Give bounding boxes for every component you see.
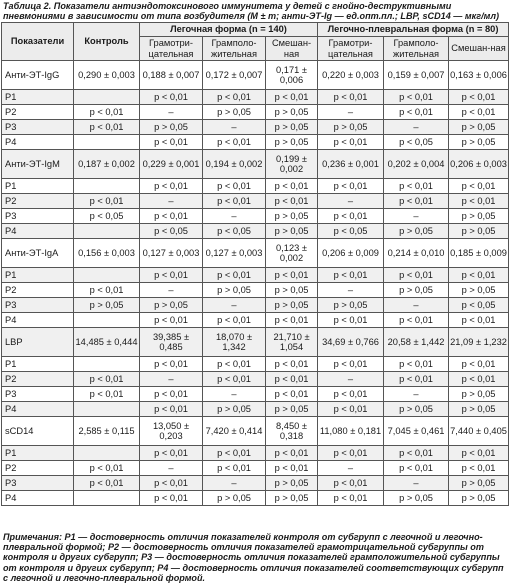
table-cell: p < 0,01 — [384, 446, 449, 461]
table-cell: p > 0,05 — [266, 120, 318, 135]
row-label: Анти-ЭТ-IgA — [2, 239, 74, 268]
table-row — [2, 313, 509, 328]
table-cell: 7,045 ± 0,461 — [384, 417, 449, 446]
row-label: P4 — [2, 491, 74, 506]
table-cell: 0,127 ± 0,003 — [140, 239, 203, 268]
table-cell: p < 0,01 — [266, 387, 318, 402]
table-row — [2, 150, 509, 179]
table-cell — [74, 357, 140, 372]
table-cell: p < 0,01 — [140, 357, 203, 372]
row-label: P3 — [2, 298, 74, 313]
table-cell — [74, 446, 140, 461]
row-label: P2 — [2, 283, 74, 298]
table-cell: p < 0,01 — [140, 179, 203, 194]
row-label: P4 — [2, 313, 74, 328]
table-cell: p < 0,01 — [140, 476, 203, 491]
table-cell: p < 0,01 — [384, 268, 449, 283]
header-group-pleuropulmonary: Легочно-плевральная форма (n = 80) — [318, 23, 509, 37]
table-cell — [74, 268, 140, 283]
header-group-pulmonary: Легочная форма (n = 140) — [140, 23, 318, 37]
table-row — [2, 194, 509, 209]
table-cell: 21,710 ± 1,054 — [266, 328, 318, 357]
table-row — [2, 135, 509, 150]
table-cell: p < 0,01 — [318, 476, 384, 491]
row-label: P1 — [2, 446, 74, 461]
table-cell: – — [318, 194, 384, 209]
table-cell: p < 0,01 — [140, 209, 203, 224]
table-cell: p > 0,05 — [449, 491, 509, 506]
table-cell: p < 0,05 — [74, 209, 140, 224]
table-cell: p < 0,01 — [203, 194, 266, 209]
table-row — [2, 239, 509, 268]
table-cell: p < 0,01 — [74, 194, 140, 209]
table-row — [2, 357, 509, 372]
table-row — [2, 90, 509, 105]
table-cell: p < 0,01 — [318, 179, 384, 194]
table-cell: p < 0,01 — [384, 313, 449, 328]
table-cell: p < 0,01 — [384, 461, 449, 476]
table-row — [2, 372, 509, 387]
row-label: P2 — [2, 194, 74, 209]
table-cell: p > 0,05 — [449, 387, 509, 402]
table-cell: 0,236 ± 0,001 — [318, 150, 384, 179]
row-label: P2 — [2, 461, 74, 476]
table-cell: – — [203, 120, 266, 135]
table-cell: p < 0,01 — [384, 179, 449, 194]
table-cell: 0,185 ± 0,009 — [449, 239, 509, 268]
table-cell: p > 0,05 — [449, 402, 509, 417]
table-cell: – — [318, 105, 384, 120]
table-row — [2, 387, 509, 402]
table-cell: p > 0,05 — [74, 298, 140, 313]
table-cell: 0,206 ± 0,003 — [449, 150, 509, 179]
table-cell: p < 0,01 — [318, 90, 384, 105]
table-cell: p < 0,01 — [449, 313, 509, 328]
table-cell: p < 0,01 — [449, 90, 509, 105]
table-cell: p < 0,01 — [74, 283, 140, 298]
row-label: P3 — [2, 120, 74, 135]
table-cell: p < 0,01 — [318, 491, 384, 506]
table-cell: p < 0,01 — [384, 90, 449, 105]
table-cell: p < 0,01 — [74, 476, 140, 491]
table-row — [2, 476, 509, 491]
table-cell: – — [318, 372, 384, 387]
subheader-2: Смешан-ная — [266, 37, 318, 61]
table-cell: 34,69 ± 0,766 — [318, 328, 384, 357]
table-cell: p < 0,01 — [140, 402, 203, 417]
table-cell: p < 0,01 — [318, 268, 384, 283]
table-cell: p > 0,05 — [266, 476, 318, 491]
table-cell: p > 0,05 — [266, 283, 318, 298]
table-cell: p < 0,01 — [140, 313, 203, 328]
table-cell: p < 0,01 — [74, 105, 140, 120]
table-cell: 20,58 ± 1,442 — [384, 328, 449, 357]
table-cell: p < 0,01 — [318, 446, 384, 461]
table-cell: 0,172 ± 0,007 — [203, 61, 266, 90]
table-cell: p < 0,01 — [74, 461, 140, 476]
table-cell: p > 0,05 — [203, 105, 266, 120]
table-cell: p < 0,01 — [203, 446, 266, 461]
table-cell: p < 0,01 — [74, 372, 140, 387]
table-cell: 21,09 ± 1,232 — [449, 328, 509, 357]
table-cell: p < 0,01 — [140, 387, 203, 402]
subheader-5: Смешан-ная — [449, 37, 509, 61]
table-cell: p > 0,05 — [140, 120, 203, 135]
results-table — [1, 22, 509, 506]
table-cell: p < 0,05 — [449, 298, 509, 313]
table-cell: p < 0,01 — [449, 461, 509, 476]
table-cell: 0,290 ± 0,003 — [74, 61, 140, 90]
table-row — [2, 268, 509, 283]
table-cell: p < 0,01 — [74, 387, 140, 402]
table-cell: p < 0,01 — [318, 387, 384, 402]
table-cell: 0,214 ± 0,010 — [384, 239, 449, 268]
row-label: sCD14 — [2, 417, 74, 446]
table-cell: p < 0,05 — [140, 224, 203, 239]
table-cell: p < 0,01 — [203, 372, 266, 387]
table-cell: p > 0,05 — [449, 224, 509, 239]
table-cell: p > 0,05 — [266, 224, 318, 239]
table-cell: p < 0,01 — [318, 357, 384, 372]
table-row — [2, 105, 509, 120]
table-cell: p > 0,05 — [266, 105, 318, 120]
row-label: LBP — [2, 328, 74, 357]
row-label: P3 — [2, 387, 74, 402]
row-label: P4 — [2, 135, 74, 150]
table-cell: p > 0,05 — [203, 283, 266, 298]
table-cell: p < 0,01 — [203, 268, 266, 283]
table-cell: – — [384, 476, 449, 491]
row-label: P1 — [2, 268, 74, 283]
table-cell: p > 0,05 — [140, 298, 203, 313]
row-label: P2 — [2, 372, 74, 387]
table-cell: p > 0,05 — [449, 476, 509, 491]
table-cell: – — [384, 298, 449, 313]
table-cell: – — [203, 476, 266, 491]
table-cell: 0,188 ± 0,007 — [140, 61, 203, 90]
table-cell: p < 0,01 — [449, 372, 509, 387]
table-cell: p < 0,05 — [384, 135, 449, 150]
table-cell: 0,156 ± 0,003 — [74, 239, 140, 268]
table-cell: p > 0,05 — [203, 491, 266, 506]
table-cell: p > 0,05 — [266, 298, 318, 313]
table-cell: p < 0,01 — [318, 135, 384, 150]
table-cell — [74, 491, 140, 506]
table-cell: 0,202 ± 0,004 — [384, 150, 449, 179]
table-cell: p < 0,01 — [203, 135, 266, 150]
table-cell: p > 0,05 — [384, 283, 449, 298]
table-cell — [74, 313, 140, 328]
table-cell: 0,220 ± 0,003 — [318, 61, 384, 90]
row-label: P4 — [2, 224, 74, 239]
table-cell: 14,485 ± 0,444 — [74, 328, 140, 357]
table-cell: 8,450 ± 0,318 — [266, 417, 318, 446]
table-caption: Таблица 2. Показатели антиэндотоксинового иммунитета у детей с гнойно-деструктивными пневмониями в зависимости от типа возбудителя (M ± m; анти-ЭТ-Ig — ед.опт.пл.; LBP, sCD14 — мкг/мл) — [3, 1, 500, 22]
table-cell: p < 0,01 — [266, 268, 318, 283]
table-cell: – — [140, 194, 203, 209]
table-cell — [74, 179, 140, 194]
table-cell: 2,585 ± 0,115 — [74, 417, 140, 446]
table-row — [2, 491, 509, 506]
table-cell: 7,440 ± 0,405 — [449, 417, 509, 446]
table-cell: 39,385 ± 0,485 — [140, 328, 203, 357]
table-cell: p < 0,01 — [384, 357, 449, 372]
row-label: P1 — [2, 90, 74, 105]
row-label: P1 — [2, 179, 74, 194]
table-row — [2, 179, 509, 194]
table-cell: p < 0,01 — [449, 357, 509, 372]
table-cell: 0,199 ± 0,002 — [266, 150, 318, 179]
table-cell: p > 0,05 — [449, 283, 509, 298]
header-indicator: Показатели — [2, 23, 74, 61]
row-label: P3 — [2, 209, 74, 224]
table-cell: p < 0,01 — [203, 461, 266, 476]
header-control: Контроль — [74, 23, 140, 61]
table-cell: – — [318, 461, 384, 476]
table-cell: – — [384, 387, 449, 402]
table-row — [2, 209, 509, 224]
subheader-1: Грамполо-жительная — [203, 37, 266, 61]
table-cell: p < 0,01 — [140, 491, 203, 506]
subheader-4: Грамполо-жительная — [384, 37, 449, 61]
table-cell: 0,206 ± 0,009 — [318, 239, 384, 268]
table-cell — [74, 402, 140, 417]
row-label: P1 — [2, 357, 74, 372]
table-cell: 0,123 ± 0,002 — [266, 239, 318, 268]
table-cell: 0,159 ± 0,007 — [384, 61, 449, 90]
table-cell: p < 0,01 — [140, 268, 203, 283]
row-label: Анти-ЭТ-IgM — [2, 150, 74, 179]
table-row — [2, 328, 509, 357]
table-cell: p > 0,05 — [449, 120, 509, 135]
table-cell: 18,070 ± 1,342 — [203, 328, 266, 357]
table-cell: p > 0,05 — [449, 135, 509, 150]
table-cell: p < 0,01 — [203, 357, 266, 372]
table-cell: p > 0,05 — [318, 298, 384, 313]
table-row — [2, 298, 509, 313]
table-cell — [74, 135, 140, 150]
table-cell: – — [140, 105, 203, 120]
table-cell: p < 0,01 — [140, 135, 203, 150]
table-cell: – — [203, 298, 266, 313]
table-cell: – — [384, 120, 449, 135]
table-cell: – — [203, 209, 266, 224]
table-cell: p < 0,01 — [449, 446, 509, 461]
table-cell: p > 0,05 — [266, 491, 318, 506]
table-cell: p < 0,01 — [266, 372, 318, 387]
table-cell: p > 0,05 — [266, 135, 318, 150]
table-row — [2, 417, 509, 446]
row-label: P3 — [2, 476, 74, 491]
table-cell: p > 0,05 — [266, 402, 318, 417]
table-cell: p < 0,05 — [318, 224, 384, 239]
table-cell: p < 0,01 — [266, 446, 318, 461]
table-notes: Примечания: P1 — достоверность отличия показателей контроля от субгрупп с легочной и легочно-плевральной формой; P2 — достоверность отличия показателей грамотрицательной субгруппы от контроля и других субгрупп; P3 — достоверность отличия показателей грамположительной субгруппы от контроля и других субгрупп; P4 — достоверность отличия показателей соответствующих субгрупп с легочной и легочно-плевральной формой. — [3, 532, 504, 583]
table-cell: p > 0,05 — [318, 120, 384, 135]
table-row — [2, 283, 509, 298]
table-row — [2, 120, 509, 135]
table-cell: 0,127 ± 0,003 — [203, 239, 266, 268]
row-label: P2 — [2, 105, 74, 120]
table-cell: p < 0,01 — [318, 402, 384, 417]
subheader-0: Грамотри-цательная — [140, 37, 203, 61]
table-cell: p < 0,01 — [266, 90, 318, 105]
table-cell: p < 0,01 — [203, 179, 266, 194]
table-cell: 0,171 ± 0,006 — [266, 61, 318, 90]
table-cell: 0,229 ± 0,001 — [140, 150, 203, 179]
table-cell: p < 0,01 — [203, 313, 266, 328]
table-row — [2, 402, 509, 417]
row-label: Анти-ЭТ-IgG — [2, 61, 74, 90]
table-cell: – — [140, 283, 203, 298]
table-cell: p > 0,05 — [203, 402, 266, 417]
table-cell: p < 0,01 — [140, 446, 203, 461]
table-cell — [74, 90, 140, 105]
table-cell: – — [384, 209, 449, 224]
table-cell: p < 0,01 — [449, 105, 509, 120]
table-cell: p < 0,01 — [318, 209, 384, 224]
row-label: P4 — [2, 402, 74, 417]
table-cell: p < 0,01 — [140, 90, 203, 105]
table-cell: – — [140, 461, 203, 476]
table-cell: p > 0,05 — [384, 402, 449, 417]
table-row — [2, 61, 509, 90]
table-cell: 0,194 ± 0,002 — [203, 150, 266, 179]
table-cell: 7,420 ± 0,414 — [203, 417, 266, 446]
table-cell: p > 0,05 — [449, 209, 509, 224]
table-cell: p < 0,01 — [266, 194, 318, 209]
table-cell: – — [140, 372, 203, 387]
table-cell: p < 0,01 — [384, 105, 449, 120]
table-cell: p < 0,01 — [449, 268, 509, 283]
table-cell: p > 0,05 — [266, 209, 318, 224]
table-cell: p > 0,05 — [384, 224, 449, 239]
table-cell: 0,187 ± 0,002 — [74, 150, 140, 179]
table-row — [2, 224, 509, 239]
table-cell: p < 0,05 — [203, 224, 266, 239]
table-cell: 0,163 ± 0,006 — [449, 61, 509, 90]
table-cell: p > 0,05 — [384, 491, 449, 506]
table-cell: 13,050 ± 0,203 — [140, 417, 203, 446]
table-cell: – — [318, 283, 384, 298]
table-cell: p < 0,01 — [266, 313, 318, 328]
table-cell: p < 0,01 — [384, 194, 449, 209]
table-row — [2, 446, 509, 461]
table-cell: p < 0,01 — [203, 90, 266, 105]
table-cell: p < 0,01 — [74, 120, 140, 135]
table-cell: p < 0,01 — [266, 461, 318, 476]
table-row — [2, 461, 509, 476]
table-cell: p < 0,01 — [318, 313, 384, 328]
table-cell: p < 0,01 — [449, 179, 509, 194]
table-cell: 11,080 ± 0,181 — [318, 417, 384, 446]
table-cell: p < 0,01 — [266, 179, 318, 194]
subheader-3: Грамотри-цательная — [318, 37, 384, 61]
table-cell: p < 0,01 — [384, 372, 449, 387]
table-cell — [74, 224, 140, 239]
table-cell: p < 0,01 — [449, 194, 509, 209]
table-cell: – — [203, 387, 266, 402]
table-cell: p < 0,01 — [266, 357, 318, 372]
